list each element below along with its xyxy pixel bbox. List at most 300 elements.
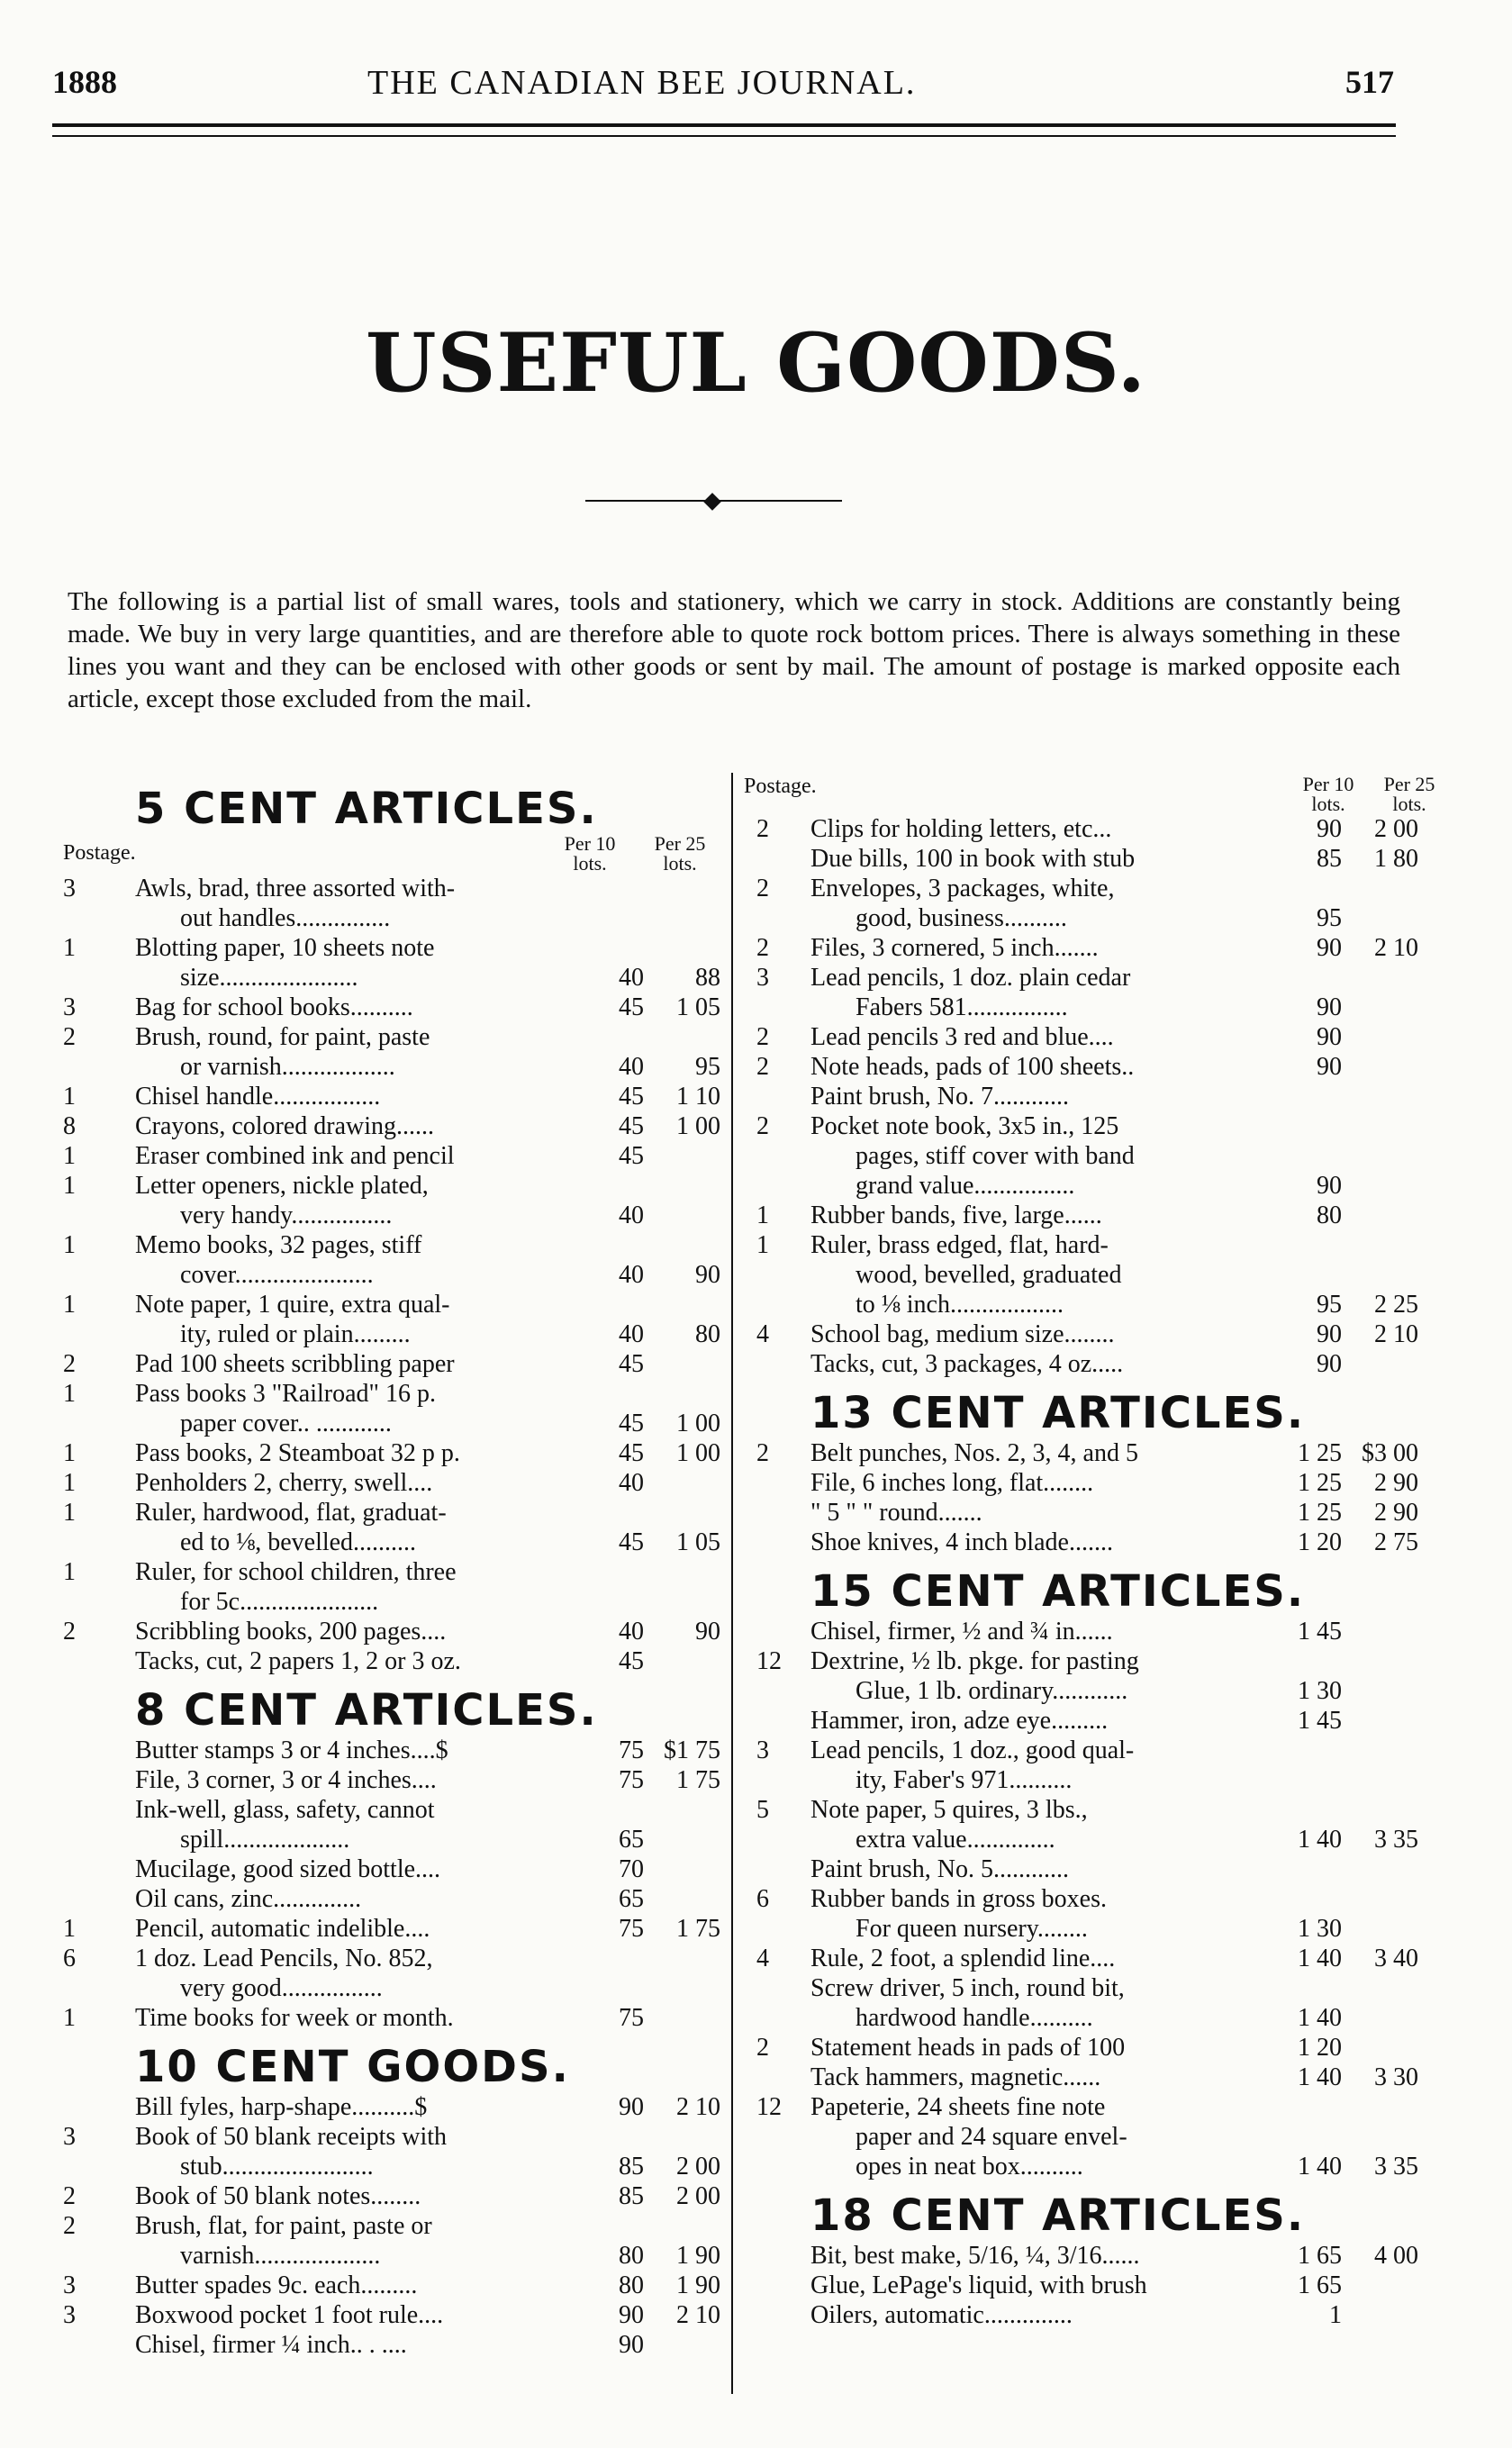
price-per10: 1 20 <box>1298 1528 1342 1556</box>
item-line: Bag for school books.......... <box>135 993 413 1021</box>
list-item <box>738 1646 1450 1706</box>
price-per25: 1 00 <box>676 1410 720 1437</box>
price-per25: 1 10 <box>676 1083 720 1111</box>
item-description <box>810 1022 1297 1052</box>
item-line: size...................... <box>180 964 358 992</box>
list-item <box>63 874 747 933</box>
item-postage: 2 <box>63 1350 76 1378</box>
item-description <box>810 2092 1297 2181</box>
item-line: Blotting paper, 10 sheets note <box>135 934 435 962</box>
item-description <box>135 874 603 933</box>
item-postage: 2 <box>756 2034 769 2062</box>
item-description <box>810 1854 1297 1884</box>
item-line: Rule, 2 foot, a splendid line.... <box>810 1945 1116 1972</box>
item-description <box>135 1795 603 1854</box>
price-per25: 2 25 <box>1374 1291 1418 1319</box>
item-line: Tacks, cut, 2 papers 1, 2 or 3 oz. <box>135 1647 461 1675</box>
item-postage: 12 <box>756 2093 782 2121</box>
price-per10: 95 <box>1317 1291 1342 1319</box>
price-per10: 40 <box>619 1618 644 1646</box>
item-line: Penholders 2, cherry, swell.... <box>135 1469 433 1497</box>
list-item <box>738 1944 1450 1973</box>
price-per25: 1 05 <box>676 993 720 1021</box>
item-postage: 3 <box>63 993 76 1021</box>
item-line: Ink-well, glass, safety, cannot <box>135 1796 435 1824</box>
item-postage: 1 <box>63 1172 76 1200</box>
price-per25: 2 90 <box>1374 1499 1418 1527</box>
list-item <box>63 1914 747 1944</box>
price-per25: 90 <box>695 1261 720 1289</box>
price-per25: 1 05 <box>676 1528 720 1556</box>
item-description <box>810 1230 1297 1319</box>
item-line: stub........................ <box>180 2153 374 2181</box>
price-per25: 4 00 <box>1374 2242 1418 2270</box>
item-description <box>135 1765 603 1795</box>
item-description <box>135 1141 603 1171</box>
item-line: Rubber bands in gross boxes. <box>810 1885 1107 1913</box>
item-line: Oil cans, zinc.............. <box>135 1885 362 1913</box>
list-item <box>738 1230 1450 1319</box>
page-number: 517 <box>1345 64 1394 100</box>
item-postage: 1 <box>63 1469 76 1497</box>
list-item <box>738 1438 1450 1468</box>
price-per10: 75 <box>619 2004 644 2032</box>
price-per10: 90 <box>1317 815 1342 843</box>
list-item <box>63 1171 747 1230</box>
item-description <box>135 1557 603 1617</box>
price-per10: 1 65 <box>1298 2271 1342 2299</box>
section-heading: 5 CENT ARTICLES. <box>135 784 598 834</box>
list-item <box>738 2300 1450 2330</box>
item-description <box>135 1349 603 1379</box>
item-description <box>810 1468 1297 1498</box>
price-per25: 1 80 <box>1374 845 1418 873</box>
item-postage: 1 <box>63 1142 76 1170</box>
column-header <box>738 775 1450 814</box>
item-line: File, 6 inches long, flat........ <box>810 1469 1094 1497</box>
item-description <box>135 2092 603 2122</box>
per10-header: Per 10 lots. <box>564 832 616 875</box>
item-description <box>810 1438 1297 1468</box>
item-line: paper and 24 square envel- <box>856 2123 1127 2151</box>
item-line: Pad 100 sheets scribbling paper <box>135 1350 455 1378</box>
item-description <box>135 2122 603 2181</box>
per25-header: Per 25 lots. <box>1383 773 1435 815</box>
price-per25: 2 00 <box>676 2153 720 2181</box>
price-per25: 1 90 <box>676 2242 720 2270</box>
price-per10: 80 <box>619 2271 644 2299</box>
price-per10: 1 45 <box>1298 1618 1342 1646</box>
price-per25: 2 90 <box>1374 1469 1418 1497</box>
item-postage: 3 <box>63 875 76 902</box>
list-item <box>63 1646 747 1676</box>
item-line: out handles............... <box>180 904 391 932</box>
price-per10: 45 <box>619 1142 644 1170</box>
price-per25: 2 10 <box>676 2301 720 2329</box>
item-line: wood, bevelled, graduated <box>856 1261 1122 1289</box>
list-item <box>738 1082 1450 1111</box>
item-line: ity, Faber's 971.......... <box>856 1766 1073 1794</box>
item-postage: 2 <box>63 1023 76 1051</box>
price-per25: 88 <box>695 964 720 992</box>
list-item <box>738 814 1450 844</box>
list-item <box>63 2003 747 2033</box>
item-description <box>135 1111 603 1141</box>
price-per10: 75 <box>619 1736 644 1764</box>
item-line: Rubber bands, five, large...... <box>810 1201 1102 1229</box>
list-item <box>63 1557 747 1617</box>
item-postage: 3 <box>756 1736 769 1764</box>
item-description <box>810 814 1297 844</box>
price-per10: 1 30 <box>1298 1677 1342 1705</box>
price-per25: 3 35 <box>1374 1826 1418 1854</box>
item-postage: 3 <box>63 2301 76 2329</box>
price-per10: 45 <box>619 1439 644 1467</box>
item-postage: 2 <box>756 934 769 962</box>
item-description <box>810 1706 1297 1736</box>
item-line: Memo books, 32 pages, stiff <box>135 1231 422 1259</box>
list-item <box>63 1082 747 1111</box>
item-line: opes in neat box.......... <box>856 2153 1083 2181</box>
list-item <box>63 1230 747 1290</box>
header-rule-thick <box>52 123 1396 127</box>
list-item <box>738 1052 1450 1082</box>
item-line: Files, 3 cornered, 5 inch....... <box>810 934 1099 962</box>
price-per25: 1 75 <box>676 1915 720 1943</box>
item-line: 1 doz. Lead Pencils, No. 852, <box>135 1945 433 1972</box>
item-line: Scribbling books, 200 pages.... <box>135 1618 447 1646</box>
item-description <box>135 933 603 993</box>
item-line: Fabers 581................ <box>856 993 1068 1021</box>
item-postage: 1 <box>63 1915 76 1943</box>
item-line: File, 3 corner, 3 or 4 inches.... <box>135 1766 437 1794</box>
postage-header: Postage. <box>744 775 817 798</box>
item-description <box>810 1082 1297 1111</box>
item-line: hardwood handle.......... <box>856 2004 1093 2032</box>
item-line: cover...................... <box>180 1261 374 1289</box>
list-item <box>63 1498 747 1557</box>
item-postage: 2 <box>63 2182 76 2210</box>
list-item <box>63 1379 747 1438</box>
price-per10: 40 <box>619 1320 644 1348</box>
item-description <box>810 844 1297 874</box>
item-line: or varnish.................. <box>180 1053 395 1081</box>
list-item <box>63 2122 747 2181</box>
price-per25: 95 <box>695 1053 720 1081</box>
item-line: pages, stiff cover with band <box>856 1142 1135 1170</box>
item-line: Crayons, colored drawing...... <box>135 1112 435 1140</box>
price-per10: 40 <box>619 1201 644 1229</box>
item-postage: 3 <box>756 964 769 992</box>
price-per10: 90 <box>1317 934 1342 962</box>
item-line: Clips for holding letters, etc... <box>810 815 1112 843</box>
item-postage: 12 <box>756 1647 782 1675</box>
item-line: Ruler, brass edged, flat, hard- <box>810 1231 1109 1259</box>
list-item <box>738 1973 1450 2033</box>
item-description <box>135 1646 603 1676</box>
item-postage: 4 <box>756 1320 769 1348</box>
price-per25: 2 75 <box>1374 1528 1418 1556</box>
header-rule-thin <box>52 135 1396 137</box>
price-per10: 45 <box>619 1350 644 1378</box>
price-per10: 70 <box>619 1855 644 1883</box>
item-postage: 1 <box>63 1558 76 1586</box>
item-description <box>135 1290 603 1349</box>
item-description <box>135 1022 603 1082</box>
item-description <box>135 1468 603 1498</box>
item-description <box>810 2271 1297 2300</box>
price-per25: 3 40 <box>1374 1945 1418 1972</box>
price-per10: 65 <box>619 1885 644 1913</box>
item-description <box>810 1201 1297 1230</box>
item-description <box>810 1111 1297 1201</box>
list-item <box>63 1468 747 1498</box>
price-per25: 1 00 <box>676 1439 720 1467</box>
list-item <box>738 1528 1450 1557</box>
list-item <box>63 1854 747 1884</box>
price-per10: 45 <box>619 1647 644 1675</box>
price-per25: 3 35 <box>1374 2153 1418 2181</box>
item-postage: 1 <box>63 934 76 962</box>
price-per10: 85 <box>1317 845 1342 873</box>
list-item <box>63 1022 747 1082</box>
price-per10: 80 <box>1317 1201 1342 1229</box>
list-item <box>63 933 747 993</box>
item-description <box>135 2211 603 2271</box>
title-ornament <box>585 495 842 506</box>
item-description <box>135 1944 603 2003</box>
price-per25: 2 10 <box>676 2093 720 2121</box>
item-description <box>135 2300 603 2330</box>
item-line: Awls, brad, three assorted with- <box>135 875 456 902</box>
item-line: Envelopes, 3 packages, white, <box>810 875 1115 902</box>
list-item <box>738 1319 1450 1349</box>
list-item <box>63 2330 747 2360</box>
item-line: Eraser combined ink and pencil <box>135 1142 455 1170</box>
item-postage: 1 <box>756 1201 769 1229</box>
item-line: Butter spades 9c. each......... <box>135 2271 418 2299</box>
item-description <box>135 1082 603 1111</box>
price-per10: 40 <box>619 1053 644 1081</box>
item-line: Chisel handle................. <box>135 1083 381 1111</box>
section-heading: 8 CENT ARTICLES. <box>135 1685 598 1736</box>
list-item <box>63 1944 747 2003</box>
list-item <box>738 844 1450 874</box>
list-item <box>738 1349 1450 1379</box>
item-description <box>810 1052 1297 1082</box>
list-item <box>738 1022 1450 1052</box>
intro-paragraph: The following is a partial list of small wares, tools and stationery, which we carry in stock. Additions are constantly being made. We buy in very large quantities, and are therefore able to quote rock bottom prices. There is always something in these lines you want and they can be enclosed with other goods or sent by mail. The amount of postage is marked opposite each article, except those excluded from the mail. <box>68 587 1400 713</box>
item-description <box>135 1230 603 1290</box>
price-per10: 90 <box>1317 1350 1342 1378</box>
item-description <box>135 1438 603 1468</box>
list-item <box>738 874 1450 933</box>
item-line: Glue, 1 lb. ordinary............ <box>856 1677 1128 1705</box>
left-column <box>63 775 747 2360</box>
item-postage: 1 <box>63 1291 76 1319</box>
price-per10: 90 <box>619 2093 644 2121</box>
item-description <box>135 1884 603 1914</box>
page-header <box>52 63 1394 117</box>
list-item <box>738 1884 1450 1944</box>
item-line: Papeterie, 24 sheets fine note <box>810 2093 1106 2121</box>
list-item <box>63 1141 747 1171</box>
price-per10: 1 25 <box>1298 1439 1342 1467</box>
item-line: Statement heads in pads of 100 <box>810 2034 1126 2062</box>
item-line: good, business.......... <box>856 904 1067 932</box>
item-line: Lead pencils, 1 doz. plain cedar <box>810 964 1131 992</box>
page-title: USEFUL GOODS. <box>366 315 1146 411</box>
list-item <box>738 2063 1450 2092</box>
column-divider <box>731 773 733 2394</box>
list-item <box>63 2181 747 2211</box>
price-per10: 75 <box>619 1915 644 1943</box>
item-description <box>810 1349 1297 1379</box>
item-postage: 1 <box>756 1231 769 1259</box>
price-per25: 2 10 <box>1374 934 1418 962</box>
list-item <box>738 1854 1450 1884</box>
item-line: Letter openers, nickle plated, <box>135 1172 429 1200</box>
item-line: very handy................ <box>180 1201 393 1229</box>
item-line: grand value................ <box>856 1172 1075 1200</box>
item-description <box>810 963 1297 1022</box>
price-per10: 90 <box>1317 1172 1342 1200</box>
price-per10: 1 40 <box>1298 1945 1342 1972</box>
price-per10: 45 <box>619 1112 644 1140</box>
list-item <box>738 2092 1450 2181</box>
item-postage: 6 <box>756 1885 769 1913</box>
item-postage: 2 <box>63 1618 76 1646</box>
item-postage: 2 <box>756 815 769 843</box>
item-line: Lead pencils, 1 doz., good qual- <box>810 1736 1135 1764</box>
item-line: Butter stamps 3 or 4 inches....$ <box>135 1736 448 1764</box>
item-description <box>810 1319 1297 1349</box>
list-item <box>63 1349 747 1379</box>
item-line: For queen nursery........ <box>856 1915 1088 1943</box>
item-line: Note paper, 5 quires, 3 lbs., <box>810 1796 1088 1824</box>
price-per25: 2 00 <box>1374 815 1418 843</box>
item-line: Mucilage, good sized bottle.... <box>135 1855 441 1883</box>
price-per25: 1 00 <box>676 1112 720 1140</box>
item-postage: 6 <box>63 1945 76 1972</box>
item-postage: 2 <box>756 1439 769 1467</box>
list-item <box>63 1795 747 1854</box>
per25-header: Per 25 lots. <box>654 832 706 875</box>
item-line: Dextrine, ½ lb. pkge. for pasting <box>810 1647 1139 1675</box>
price-per10: 90 <box>1317 993 1342 1021</box>
price-per10: 1 45 <box>1298 1707 1342 1735</box>
item-line: Pass books 3 "Railroad" 16 p. <box>135 1380 436 1408</box>
item-postage: 3 <box>63 2271 76 2299</box>
item-line: Book of 50 blank notes........ <box>135 2182 421 2210</box>
list-item <box>63 2300 747 2330</box>
item-description <box>810 933 1297 963</box>
item-line: Ruler, hardwood, flat, graduat- <box>135 1499 447 1527</box>
item-line: Pass books, 2 Steamboat 32 p p. <box>135 1439 460 1467</box>
item-line: Due bills, 100 in book with stub <box>810 845 1136 873</box>
item-postage: 3 <box>63 2123 76 2151</box>
price-per10: 45 <box>619 1528 644 1556</box>
item-line: Time books for week or month. <box>135 2004 454 2032</box>
list-item <box>63 993 747 1022</box>
list-item <box>63 2092 747 2122</box>
price-per10: 65 <box>619 1826 644 1854</box>
item-postage: 5 <box>756 1796 769 1824</box>
list-item <box>738 933 1450 963</box>
price-per25: $3 00 <box>1362 1439 1418 1467</box>
list-item <box>63 1290 747 1349</box>
price-per25: 1 90 <box>676 2271 720 2299</box>
item-description <box>135 2271 603 2300</box>
price-per10: 80 <box>619 2242 644 2270</box>
item-line: Pencil, automatic indelible.... <box>135 1915 430 1943</box>
item-line: Brush, flat, for paint, paste or <box>135 2212 432 2240</box>
list-item <box>738 1706 1450 1736</box>
price-per10: 1 40 <box>1298 2153 1342 2181</box>
item-postage: 2 <box>756 1023 769 1051</box>
price-per25: $1 75 <box>664 1736 720 1764</box>
item-description <box>135 1914 603 1944</box>
item-line: Paint brush, No. 5............ <box>810 1855 1069 1883</box>
list-item <box>63 1884 747 1914</box>
price-per10: 45 <box>619 1410 644 1437</box>
column-header <box>63 834 747 874</box>
list-item <box>738 1736 1450 1795</box>
item-description <box>135 993 603 1022</box>
item-line: Shoe knives, 4 inch blade....... <box>810 1528 1113 1556</box>
list-item <box>738 1111 1450 1201</box>
price-per10: 1 <box>1329 2301 1342 2329</box>
price-per10: 45 <box>619 1083 644 1111</box>
item-description <box>810 1498 1297 1528</box>
item-line: Tacks, cut, 3 packages, 4 oz..... <box>810 1350 1124 1378</box>
price-per10: 85 <box>619 2182 644 2210</box>
postage-header: Postage. <box>63 841 136 865</box>
price-per10: 40 <box>619 1261 644 1289</box>
item-line: extra value.............. <box>856 1826 1055 1854</box>
item-line: Pocket note book, 3x5 in., 125 <box>810 1112 1119 1140</box>
item-postage: 2 <box>756 1112 769 1140</box>
item-postage: 2 <box>63 2212 76 2240</box>
item-line: Chisel, firmer, ½ and ¾ in...... <box>810 1618 1113 1646</box>
price-per10: 90 <box>1317 1320 1342 1348</box>
section-heading: 10 CENT GOODS. <box>135 2042 570 2092</box>
price-per10: 90 <box>1317 1053 1342 1081</box>
item-description <box>135 2003 603 2033</box>
price-per25: 2 10 <box>1374 1320 1418 1348</box>
item-line: Hammer, iron, adze eye......... <box>810 1707 1109 1735</box>
price-per10: 90 <box>1317 1023 1342 1051</box>
item-description <box>810 2300 1297 2330</box>
item-postage: 1 <box>63 1380 76 1408</box>
list-item <box>738 1795 1450 1854</box>
item-description <box>135 2330 603 2360</box>
list-item <box>738 1498 1450 1528</box>
item-description <box>810 1944 1297 1973</box>
price-per10: 75 <box>619 1766 644 1794</box>
item-line: Glue, LePage's liquid, with brush <box>810 2271 1147 2299</box>
list-item <box>63 2211 747 2271</box>
price-per10: 1 40 <box>1298 2063 1342 2091</box>
item-line: Book of 50 blank receipts with <box>135 2123 448 2151</box>
item-line: very good................ <box>180 1974 383 2002</box>
item-description <box>135 1498 603 1557</box>
price-per25: 90 <box>695 1618 720 1646</box>
price-per25: 2 00 <box>676 2182 720 2210</box>
item-description <box>810 2033 1297 2063</box>
item-line: Note paper, 1 quire, extra qual- <box>135 1291 450 1319</box>
item-line: Ruler, for school children, three <box>135 1558 457 1586</box>
